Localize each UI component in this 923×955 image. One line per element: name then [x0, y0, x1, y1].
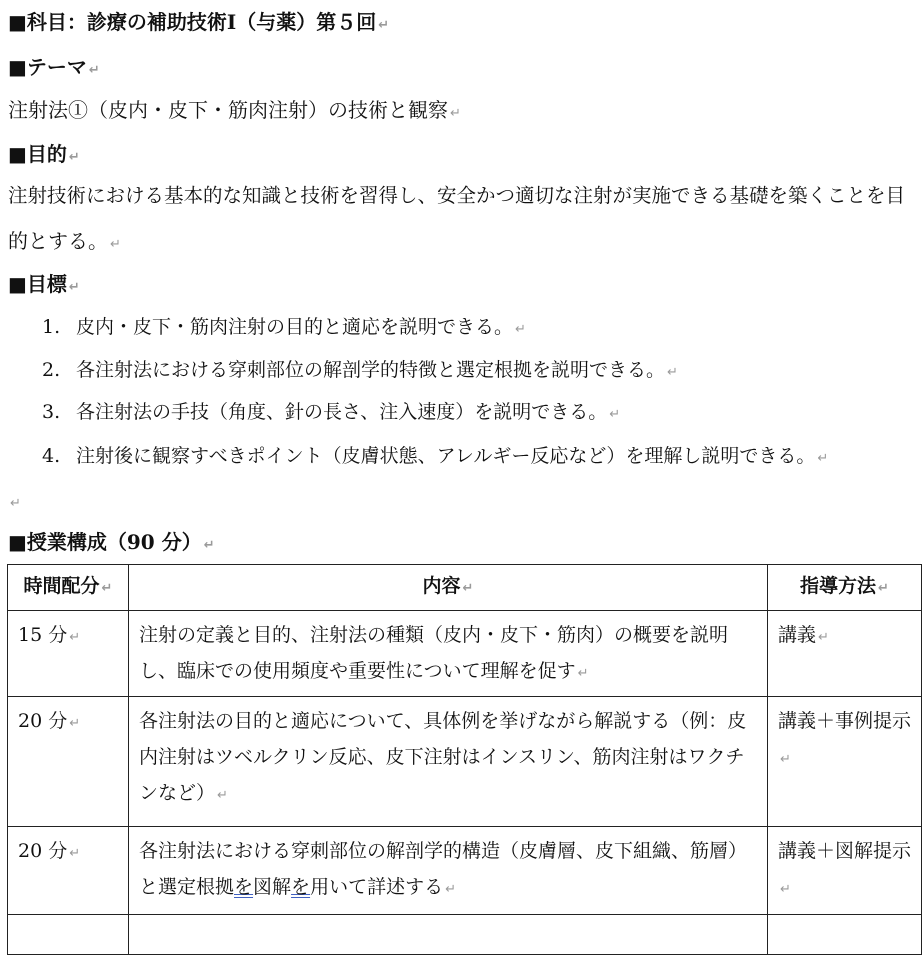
goal-item: 2. 各注射法における穿刺部位の解剖学的特徴と選定根拠を説明できる。 ↵: [42, 359, 678, 381]
empty-paragraph: ↵: [10, 496, 21, 511]
goals-heading: ■目標 ↵: [8, 272, 80, 296]
cell-content: 注射の定義と目的、注射法の種類（皮内・皮下・筋肉）の概要を説明し、臨床での使用頻度や重要性について理解を促す ↵: [129, 611, 768, 697]
header-time: 時間配分 ↵: [8, 565, 129, 611]
cell-content: 各注射法の目的と適応について、具体例を挙げながら解説する（例：皮内注射はツベルクリン反応、皮下注射はインスリン、筋肉注射はワクチンなど） ↵: [129, 697, 768, 827]
cell-content: 各注射法における穿刺部位の解剖学的構造（皮膚層、皮下組織、筋層）と選定根拠を図解を用いて詳述する ↵: [129, 827, 768, 915]
purpose-body-line2: 的とする。 ↵: [8, 229, 121, 253]
purpose-heading: ■目的 ↵: [8, 142, 80, 166]
goal-item: 3. 各注射法の手技（角度、針の長さ、注入速度）を説明できる。 ↵: [42, 401, 621, 423]
cell-time: 15 分 ↵: [8, 611, 129, 697]
header-content: 内容 ↵: [129, 565, 768, 611]
table-row: [8, 697, 922, 827]
theme-body: 注射法①（皮内・皮下・筋肉注射）の技術と観察 ↵: [8, 98, 461, 122]
table-header-row: [8, 565, 922, 611]
cell-method: 講義 ↵: [768, 611, 922, 697]
subject-title: ■科目：診療の補助技術Ⅰ（与薬）第５回 ↵: [8, 10, 390, 34]
goal-item: 1. 皮内・皮下・筋肉注射の目的と適応を説明できる。 ↵: [42, 316, 526, 338]
cell-method: 講義＋図解提示↵: [768, 827, 922, 915]
structure-heading: ■授業構成（90 分） ↵: [8, 530, 215, 554]
table-row: [8, 827, 922, 915]
cell-time: 20 分 ↵: [8, 827, 129, 915]
table-row-partial: [8, 915, 922, 955]
cell-method: 講義＋事例提示↵: [768, 697, 922, 827]
header-method: 指導方法 ↵: [768, 565, 922, 611]
lesson-structure-table: [7, 564, 922, 955]
theme-heading: ■テーマ ↵: [8, 55, 100, 79]
table-row: [8, 611, 922, 697]
cell-time: 20 分 ↵: [8, 697, 129, 827]
goal-item: 4. 注射後に観察すべきポイント（皮膚状態、アレルギー反応など）を理解し説明できる。 ↵: [42, 445, 829, 467]
purpose-body-line1: 注射技術における基本的な知識と技術を習得し、安全かつ適切な注射が実施できる基礎を築くことを目: [8, 184, 906, 207]
